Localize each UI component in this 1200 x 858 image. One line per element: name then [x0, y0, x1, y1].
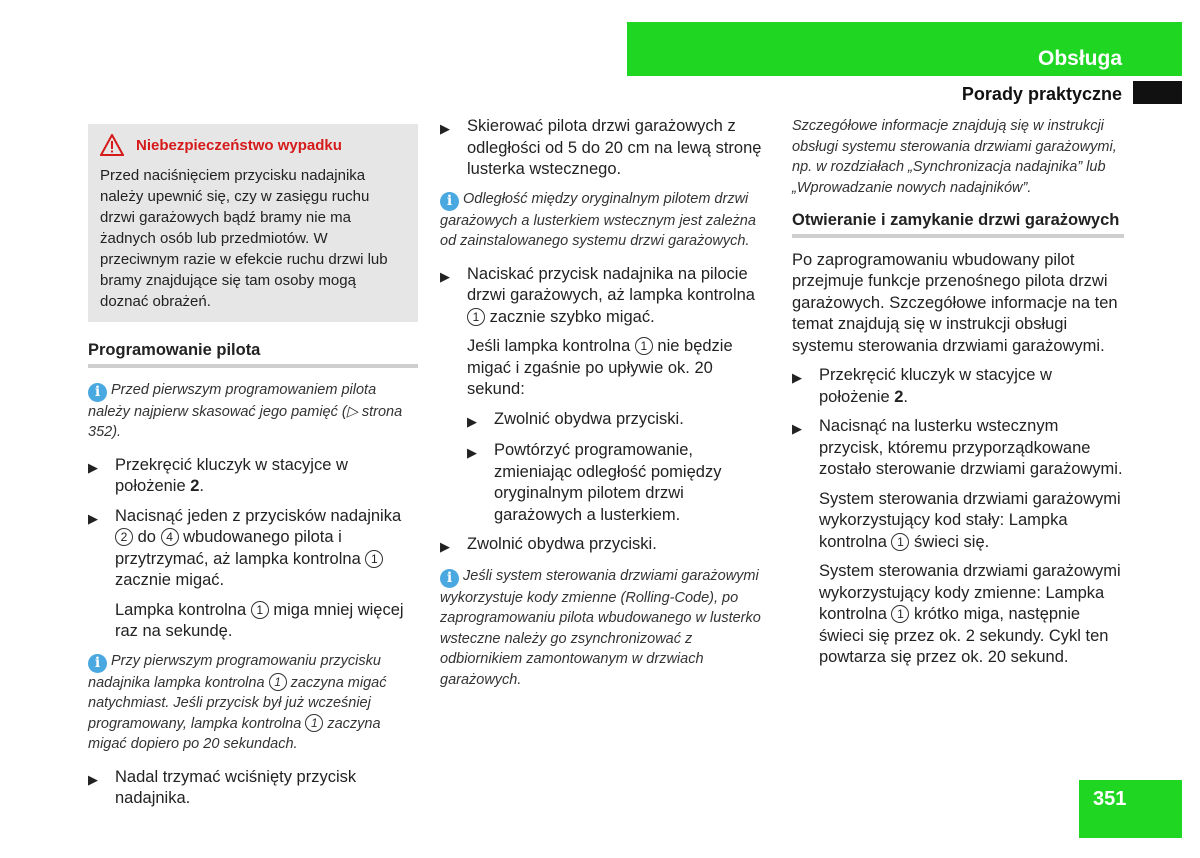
bullet-arrow-icon: ▶: [467, 445, 477, 460]
instruction-result: System sterowania drzwiami garażowymi wykorzystujący kody zmienne: Lampka kontrolna 1 krótko miga, następnie świeci się przez ok. 2 sekundy. Cykl ten powtarza się przez ok. 20 sekund.: [819, 562, 1121, 666]
note-text: Jeśli system sterowania drzwiami garażowymi wykorzystuje kody zmienne (Rolling-Code), po zaprogramowaniu pilota wbudowanego w lusterko wsteczne należy go zsynchronizować z odbiornikiem zamontowanym w drzwiach garażowych.: [440, 567, 761, 688]
sub-instruction-item: [467, 409, 770, 433]
column-1: [88, 124, 418, 818]
instruction-result: Lampka kontrolna 1 miga mniej więcej raz na sekundę.: [115, 600, 404, 640]
instruction-text: Powtórzyć programowanie, zmieniając odległość pomiędzy oryginalnym pilotem drzwi garażowych a lusterkiem.: [494, 441, 722, 524]
circled-number: 1: [305, 714, 323, 732]
instruction-item: [792, 416, 1124, 481]
bullet-arrow-icon: ▶: [792, 370, 802, 385]
instruction-item: [440, 534, 770, 558]
column-2: [440, 116, 770, 702]
bullet-arrow-icon: ▶: [440, 121, 450, 136]
circled-number: 1: [365, 550, 383, 568]
page-number-box: [1079, 780, 1182, 838]
bullet-arrow-icon: ▶: [467, 413, 477, 429]
sub-instruction-item: [467, 440, 770, 526]
info-icon: i: [88, 383, 107, 402]
chapter-title: Obsługa: [1037, 47, 1122, 70]
instruction-text: Przekręcić kluczyk w stacyjce w położenie 2.: [115, 455, 348, 495]
instruction-result: System sterowania drzwiami garażowymi wykorzystujący kod stały: Lampka kontrolna 1 świeci się.: [819, 489, 1121, 551]
instruction-item: [792, 365, 1124, 408]
instruction-text: Zwolnić obydwa przyciski.: [494, 409, 684, 428]
section-subtitle: Porady praktyczne: [961, 84, 1122, 104]
circled-number: 1: [891, 605, 909, 623]
circled-number: 1: [467, 308, 485, 326]
instruction-text: Nacisnąć jeden z przycisków nadajnika 2 do 4 wbudowanego pilota i przytrzymać, aż lampka kontrolna 1 zacznie migać.: [115, 506, 402, 589]
instruction-text: Zwolnić obydwa przyciski.: [467, 535, 657, 553]
bullet-arrow-icon: ▶: [88, 459, 98, 475]
note-text: Odległość między oryginalnym pilotem drzwi garażowych a lusterkiem wstecznym jest zależna od zainstalowanego systemu drzwi garażowych.: [440, 190, 756, 249]
section-heading-programming: Programowanie pilota: [88, 340, 418, 368]
warning-title: Niebezpieczeństwo wypadku: [136, 136, 342, 154]
warning-box: [88, 124, 418, 322]
instruction-item: [88, 455, 418, 498]
instruction-item: [88, 767, 418, 810]
column-3: [792, 116, 1124, 677]
info-note: [440, 566, 770, 691]
circled-number: 2: [115, 528, 133, 546]
instruction-item: [440, 264, 770, 329]
instruction-text: Skierować pilota drzwi garażowych z odległości od 5 do 20 cm na lewą stronę lusterka wstecznego.: [467, 117, 762, 178]
instruction-item: [440, 116, 770, 181]
info-note: [88, 380, 418, 443]
instruction-text: Nacisnąć na lusterku wstecznym przycisk, któremu przyporządkowane zostało sterowanie drzwiami garażowymi.: [819, 417, 1123, 478]
info-icon: i: [440, 569, 459, 588]
subtitle-marker: [1133, 81, 1182, 104]
info-icon: i: [88, 654, 107, 673]
body-paragraph: Po zaprogramowaniu wbudowany pilot przejmuje funkcje przenośnego pilota drzwi garażowych. Szczegółowe informacje na ten temat znajdują się w instrukcji obsługi systemu sterowania drzwiami garażowymi.: [792, 250, 1118, 355]
intro-note: Szczegółowe informacje znajdują się w instrukcji obsługi systemu sterowania drzwiami garażowymi, np. w rozdziałach „Synchronizacja nadajnika” lub „Wprowadzanie nowych nadajników”.: [792, 118, 1117, 196]
instruction-text: Nadal trzymać wciśnięty przycisk nadajnika.: [115, 767, 357, 807]
bullet-arrow-icon: ▶: [792, 421, 802, 436]
sub-instructions: [467, 409, 770, 527]
chapter-tab: [627, 22, 1182, 76]
bullet-arrow-icon: ▶: [440, 539, 450, 554]
circled-number: 1: [251, 601, 269, 619]
instruction-item: [88, 506, 418, 592]
note-text: Przed pierwszym programowaniem pilota należy najpierw skasować jego pamięć (▷ strona 352).: [88, 381, 403, 440]
section-heading-opening: Otwieranie i zamykanie drzwi garażowych: [792, 210, 1124, 238]
info-note: i Przy pierwszym programowaniu przycisku nadajnika lampka kontrolna 1 zaczyna migać natychmiast. Jeśli przycisk był już wcześniej programowany, lampka kontrolna 1 zaczyna migać dopiero po 20 sekundach.: [88, 652, 387, 752]
info-icon: i: [440, 192, 459, 211]
info-note: [440, 189, 770, 252]
warning-text: Przed naciśnięciem przycisku nadajnika należy upewnić się, czy w zasięgu ruchu drzwi garażowych bądź bramy nie ma żadnych osób lub przedmiotów. W przeciwnym razie w efekcie ruchu drzwi lub bramy znajdujące się tam osoby mogą doznać obrażeń.: [100, 167, 388, 310]
circled-number: 1: [269, 673, 287, 691]
circled-number: 1: [635, 337, 653, 355]
instruction-condition: Jeśli lampka kontrolna 1 nie będzie migać i zgaśnie po upływie ok. 20 sekund:: [467, 337, 733, 398]
warning-triangle-icon: [100, 134, 124, 156]
bullet-arrow-icon: ▶: [88, 771, 98, 787]
instruction-text: Przekręcić kluczyk w stacyjce w położenie 2.: [819, 366, 1052, 406]
page-number: 351: [1093, 788, 1127, 810]
warning-header: [100, 134, 406, 156]
bullet-arrow-icon: ▶: [440, 268, 450, 284]
bullet-arrow-icon: ▶: [88, 510, 98, 526]
circled-number: 1: [891, 533, 909, 551]
instruction-text: Naciskać przycisk nadajnika na pilocie drzwi garażowych, aż lampka kontrolna 1 zacznie szybko migać.: [467, 264, 755, 326]
circled-number: 4: [161, 528, 179, 546]
